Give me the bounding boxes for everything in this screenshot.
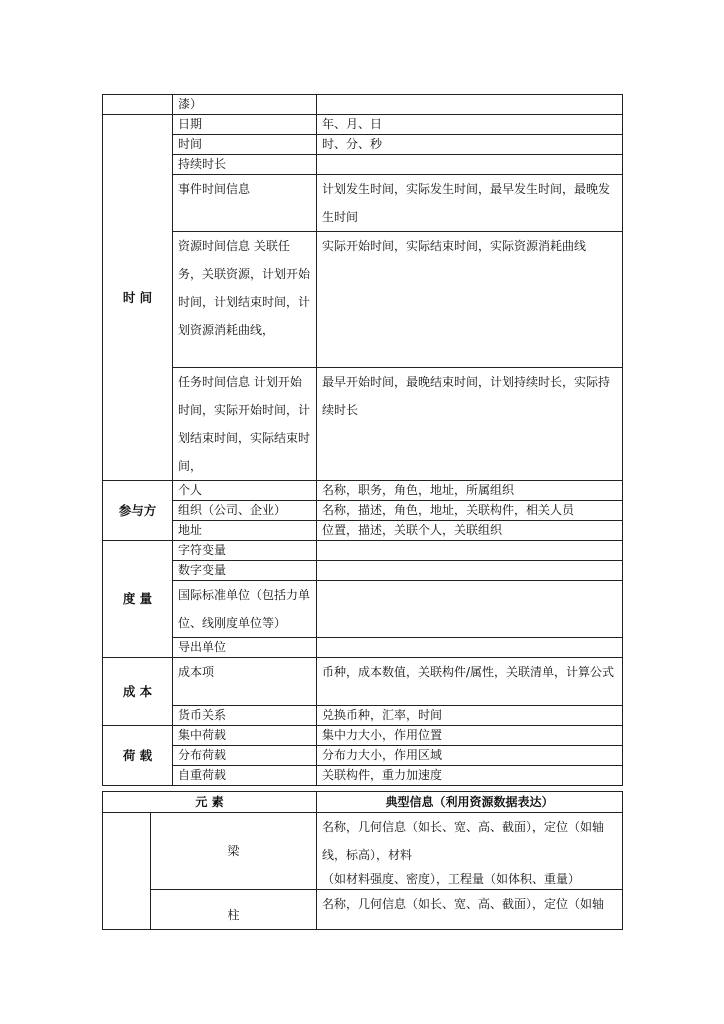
attribute-cell: 字符变量 <box>173 541 317 561</box>
info-cell: 最早开始时间，最晚结束时间，计划持续时长，实际持续时长 <box>317 368 623 481</box>
info-cell: 位置，描述，关联个人，关联组织 <box>317 521 623 541</box>
info-cell: 时、分、秒 <box>317 135 623 155</box>
table-row <box>103 135 623 155</box>
attribute-cell: 个人 <box>173 481 317 501</box>
info-cell: 币种，成本数值，关联构件/属性，关联清单，计算公式 <box>317 658 623 706</box>
table-row <box>103 175 623 232</box>
table-row <box>103 155 623 175</box>
info-line: 线，标高），材料 <box>322 848 413 862</box>
table-row <box>103 890 623 930</box>
element-label: 柱 <box>227 908 240 922</box>
attribute-cell: 分布荷载 <box>173 746 317 766</box>
table-row <box>103 95 623 115</box>
attribute-cell: 货币关系 <box>173 706 317 726</box>
header-info: 典型信息（利用资源数据表达） <box>317 792 623 813</box>
info-cell <box>317 155 623 175</box>
info-cell: 名称，职务，角色，地址，所属组织 <box>317 481 623 501</box>
attribute-cell: 数字变量 <box>173 561 317 581</box>
info-cell: 计划发生时间，实际发生时间，最早发生时间，最晚发生时间 <box>317 175 623 232</box>
attribute-cell: 成本项 <box>173 658 317 706</box>
table-row <box>103 706 623 726</box>
info-cell: 实际开始时间，实际结束时间，实际资源消耗曲线 <box>317 232 623 368</box>
table-row <box>103 368 623 481</box>
attribute-cell: 时间 <box>173 135 317 155</box>
element-info-table-2 <box>102 791 623 930</box>
info-cell <box>317 561 623 581</box>
attribute-cell: 事件时间信息 <box>173 175 317 232</box>
table-row <box>103 746 623 766</box>
attribute-cell: 自重荷载 <box>173 766 317 786</box>
info-cell <box>317 638 623 658</box>
info-line: 名称，几何信息（如长、宽、高、截面），定位（如轴 <box>322 820 605 834</box>
info-cell: 关联构件，重力加速度 <box>317 766 623 786</box>
table-row <box>103 658 623 706</box>
table-row <box>103 813 623 890</box>
attribute-cell: 集中荷载 <box>173 726 317 746</box>
attribute-cell: 导出单位 <box>173 638 317 658</box>
element-cell: 梁 <box>151 813 317 890</box>
attribute-cell: 地址 <box>173 521 317 541</box>
table-row <box>103 581 623 638</box>
header-element: 元 素 <box>103 792 317 813</box>
table-row <box>103 232 623 368</box>
info-cell: 兑换币种，汇率，时间 <box>317 706 623 726</box>
table-row <box>103 766 623 786</box>
info-cell: 名称，描述，角色，地址，关联构件，相关人员 <box>317 501 623 521</box>
info-line: （如材料强度、密度），工程量（如体积、重量） <box>322 872 581 886</box>
attribute-cell: 组织（公司、企业） <box>173 501 317 521</box>
table-row <box>103 115 623 135</box>
element-cell <box>151 890 317 930</box>
table-header-row <box>103 792 623 813</box>
attribute-cell: 持续时长 <box>173 155 317 175</box>
category-measure: 度 量 <box>103 541 173 658</box>
attribute-cell: 日期 <box>173 115 317 135</box>
category-cell <box>103 95 173 115</box>
attribute-cell: 漆） <box>173 95 317 115</box>
category-cost: 成 本 <box>103 658 173 726</box>
info-cell <box>317 581 623 638</box>
element-info-table-1 <box>102 94 623 786</box>
info-cell: 名称，几何信息（如长、宽、高、截面），定位（如轴 <box>317 890 623 930</box>
info-cell <box>317 541 623 561</box>
table-row <box>103 561 623 581</box>
table-row <box>103 726 623 746</box>
category-time: 时 间 <box>103 115 173 481</box>
table-row <box>103 638 623 658</box>
table-row <box>103 541 623 561</box>
attribute-cell: 国际标准单位（包括力单位、线刚度单位等） <box>173 581 317 638</box>
info-cell: 年、月、日 <box>317 115 623 135</box>
info-cell <box>317 813 623 890</box>
attribute-cell: 任务时间信息 计划开始时间，实际开始时间，计划结束时间，实际结束时间， <box>173 368 317 481</box>
info-cell: 集中力大小，作用位置 <box>317 726 623 746</box>
category-load: 荷 载 <box>103 726 173 786</box>
info-cell <box>317 95 623 115</box>
attribute-cell: 资源时间信息 关联任务，关联资源，计划开始时间，计划结束时间，计划资源消耗曲线， <box>173 232 317 368</box>
table-row <box>103 501 623 521</box>
table-row <box>103 521 623 541</box>
category-party: 参与方 <box>103 481 173 541</box>
table-row <box>103 481 623 501</box>
info-cell: 分布力大小，作用区域 <box>317 746 623 766</box>
group-cell <box>103 813 151 930</box>
